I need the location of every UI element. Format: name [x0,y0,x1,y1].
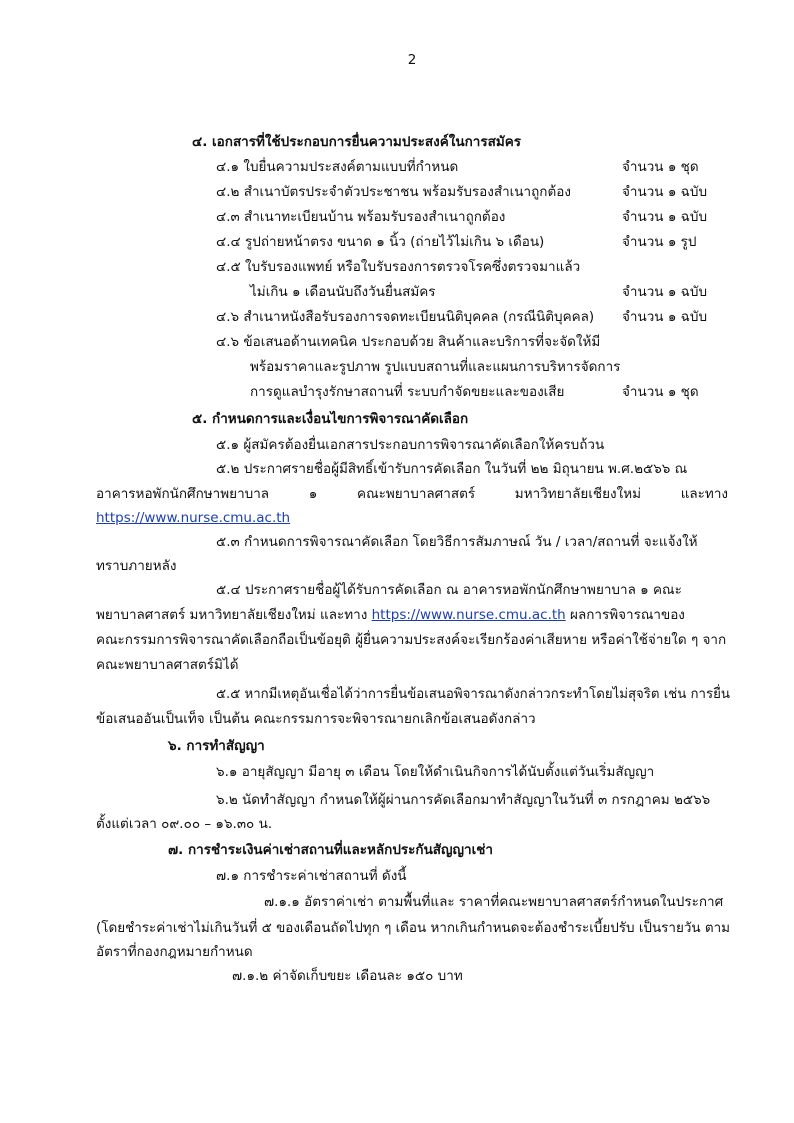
s5-p1: ๕.๑ ผู้สมัครต้องยื่นเอกสารประกอบการพิจารณาคัดเลือกให้ครบถ้วน [216,437,605,453]
s4-item-7-cont1: พร้อมราคาและรูปภาพ รูปแบบสถานที่และแผนการบริหารจัดการ [250,359,621,375]
s5-p4-line2-pre: พยาบาลศาสตร์ มหาวิทยาลัยเชียงใหม่ และทาง [96,607,368,623]
s5-p4-line2 [96,605,685,625]
s7-p1: ๗.๑ การชำระค่าเช่าสถานที่ ดังนี้ [216,868,407,884]
s4-item-7-qty: จำนวน ๑ ชุด [622,384,699,400]
s5-p3-line2: ทราบภายหลัง [96,558,177,574]
s4-item-1-qty: จำนวน ๑ ชุด [622,159,699,175]
s6-p1: ๖.๑ อายุสัญญา มีอายุ ๓ เดือน โดยให้ดำเนินกิจการได้นับตั้งแต่วันเริ่มสัญญา [216,764,655,780]
s7-p2-line1: ๗.๑.๑ อัตราค่าเช่า ตามพื้นที่และ ราคาที่คณะพยาบาลศาสตร์กำหนดในประกาศ [264,894,724,910]
s5-p5-line1: ๕.๕ หากมีเหตุอันเชื่อได้ว่าการยื่นข้อเสนอพิจารณาดังกล่าวกระทำโดยไม่สุจริต เช่น การยื่น [216,686,730,702]
s4-item-2-qty: จำนวน ๑ ฉบับ [622,184,708,200]
s4-item-7-cont2: การดูแลบำรุงรักษาสถานที่ ระบบกำจัดขยะและของเสีย [250,384,565,400]
s5-p4-line1: ๕.๔ ประกาศรายชื่อผู้ได้รับการคัดเลือก ณ อาคารหอพักนักศึกษาพยาบาล ๑ คณะ [216,582,682,598]
s4-item-5: ๔.๕ ใบรับรองแพทย์ หรือใบรับรองการตรวจโรคซึ่งตรวจมาแล้ว [216,259,581,275]
s5-p4-line4: คณะพยาบาลศาสตร์มิได้ [96,657,239,673]
s4-item-7: ๔.๖ ข้อเสนอด้านเทคนิค ประกอบด้วย สินค้าและบริการที่จะจัดให้มี [216,334,601,350]
s5-p3-line1: ๕.๓ กำหนดการพิจารณาคัดเลือก โดยวิธีการสัมภาษณ์ วัน / เวลา/สถานที่ จะแจ้งให้ [216,534,698,550]
section6-heading: ๖. การทำสัญญา [168,738,265,754]
s7-p2-line2: (โดยชำระค่าเช่าไม่เกินวันที่ ๕ ของเดือนถัดไปทุก ๆ เดือน หากเกินกำหนดจะต้องชำระเบี้ยปรับ เป็นรายวัน ตาม [96,920,731,936]
s4-item-5-qty: จำนวน ๑ ฉบับ [622,284,708,300]
s7-p2-line3: อัตราที่กองกฎหมายกำหนด [96,944,253,960]
s6-p2-line1: ๖.๒ นัดทำสัญญา กำหนดให้ผู้ผ่านการคัดเลือกมาทำสัญญาในวันที่ ๓ กรกฎาคม ๒๕๖๖ [216,792,711,808]
s4-item-2: ๔.๒ สำเนาบัตรประจำตัวประชาชน พร้อมรับรองสำเนาถูกต้อง [216,184,571,200]
s5-p2-line1: ๕.๒ ประกาศรายชื่อผู้มีสิทธิ์เข้ารับการคัดเลือก ในวันที่ ๒๒ มิถุนายน พ.ศ.๒๕๖๖ ณ [216,461,688,477]
s5-p2-link[interactable]: https://www.nurse.cmu.ac.th [96,510,291,526]
section7-heading: ๗. การชำระเงินค่าเช่าสถานที่และหลักประกันสัญญาเช่า [168,842,493,858]
s4-item-1: ๔.๑ ใบยื่นความประสงค์ตามแบบที่กำหนด [216,159,459,175]
s4-item-4-qty: จำนวน ๑ รูป [622,234,697,250]
s5-p4-line2-post: ผลการพิจารณาของ [570,607,685,623]
s6-p2-line2: ตั้งแต่เวลา ๐๙.๐๐ – ๑๖.๓๐ น. [96,816,273,832]
s5-p4-link[interactable]: https://www.nurse.cmu.ac.th [371,607,566,623]
s7-p3: ๗.๑.๒ ค่าจัดเก็บขยะ เดือนละ ๑๕๐ บาท [232,968,463,984]
s5-p4-line3: คณะกรรมการพิจารณาคัดเลือกถือเป็นข้อยุติ ผู้ยื่นความประสงค์จะเรียกร้องค่าเสียหาย หรือค่าใช้จ่ายใด ๆ จาก [96,632,727,648]
page-number: 2 [407,52,417,68]
s4-item-6-qty: จำนวน ๑ ฉบับ [622,309,708,325]
s4-item-6: ๔.๖ สำเนาหนังสือรับรองการจดทะเบียนนิติบุคคล (กรณีนิติบุคคล) [216,309,595,325]
s4-item-4: ๔.๔ รูปถ่ายหน้าตรง ขนาด ๑ นิ้ว (ถ่ายไว้ไม่เกิน ๖ เดือน) [216,234,545,250]
s4-item-5-cont: ไม่เกิน ๑ เดือนนับถึงวันยื่นสมัคร [250,284,436,300]
s4-item-3: ๔.๓ สำเนาทะเบียนบ้าน พร้อมรับรองสำเนาถูกต้อง [216,209,506,225]
s5-p2-line2: อาคารหอพักนักศึกษาพยาบาล ๑ คณะพยาบาลศาสตร์ มหาวิทยาลัยเชียงใหม่ และทาง [96,486,728,502]
section4-heading: ๔. เอกสารที่ใช้ประกอบการยื่นความประสงค์ในการสมัคร [192,134,522,150]
s4-item-3-qty: จำนวน ๑ ฉบับ [622,209,708,225]
s5-p5-line2: ข้อเสนออันเป็นเท็จ เป็นต้น คณะกรรมการจะพิจารณายกเลิกข้อเสนอดังกล่าว [96,711,536,727]
section5-heading: ๕. กำหนดการและเงื่อนไขการพิจารณาคัดเลือก [192,411,469,427]
